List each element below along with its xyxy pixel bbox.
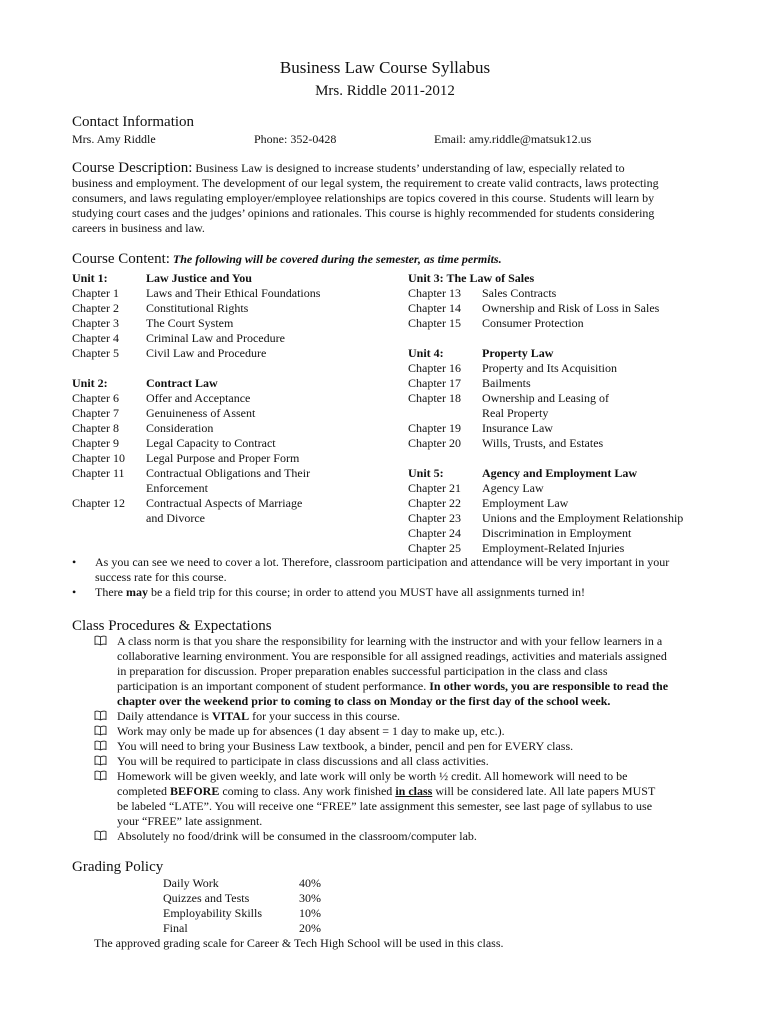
chapter-title: Sales Contracts: [482, 286, 557, 300]
chapter-row: [408, 421, 712, 436]
content-bullet-1: [72, 555, 702, 585]
procedure-1-line-5: chapter over the weekend prior to coming to class on Monday or the first day of the school week.: [117, 694, 611, 708]
chapter-title: Civil Law and Procedure: [146, 346, 267, 360]
procedure-item: [94, 769, 704, 829]
chapter-title: Legal Purpose and Proper Form: [146, 451, 300, 465]
course-description: [72, 161, 702, 236]
chapter-title: Constitutional Rights: [146, 301, 249, 315]
procedure-1-line-1: A class norm is that you share the responsibility for learning with the instructor and with your fellow learners in a: [117, 634, 663, 648]
book-icon: [94, 725, 107, 736]
bullet-icon: •: [72, 585, 77, 599]
chapter-title: [482, 451, 712, 466]
chapter-title: Agency Law: [482, 481, 544, 495]
chapter-title: Offer and Acceptance: [146, 391, 251, 405]
chapter-number: Chapter 12: [72, 496, 125, 510]
chapter-title: Wills, Trusts, and Estates: [482, 436, 604, 450]
bullet-1-line-2: success rate for this course.: [95, 570, 227, 584]
procedure-item: [94, 739, 704, 754]
chapter-title: Ownership and Leasing of: [482, 391, 609, 405]
procedure-item: [94, 754, 704, 769]
chapter-row: [408, 316, 712, 331]
unit-heading-row: [408, 271, 712, 286]
content-right-column: [408, 271, 712, 556]
grade-row: [163, 921, 321, 936]
book-icon: [94, 635, 107, 646]
bullet-1-line-1: As you can see we need to cover a lot. Therefore, classroom participation and attendance will be very important in your: [95, 555, 670, 569]
procedure-6-line-3: be labeled “LATE”. You will receive one “FREE” late assignment this semester, see last page of syllabus to use: [117, 799, 653, 813]
chapter-row: [72, 346, 346, 361]
chapter-number: Chapter 17: [408, 376, 461, 390]
book-icon: [94, 755, 107, 766]
procedure-6-line-2b: BEFORE: [169, 784, 220, 798]
procedure-6-line-2d: in class: [395, 784, 433, 798]
page-subtitle: Mrs. Riddle 2011-2012: [315, 83, 455, 99]
chapter-title: Ownership and Risk of Loss in Sales: [482, 301, 660, 315]
chapter-row: [408, 376, 712, 391]
unit-title: Law Justice and You: [146, 271, 252, 285]
chapter-title: Legal Capacity to Contract: [146, 436, 276, 450]
chapter-title: Consumer Protection: [482, 316, 584, 330]
grade-row: [163, 906, 321, 921]
unit-label: Unit 4:: [408, 346, 444, 360]
procedure-1-line-4b: In other words, you are responsible to read the: [429, 679, 669, 693]
book-icon: [94, 740, 107, 751]
chapter-title: Real Property: [482, 406, 549, 420]
grading-note: The approved grading scale for Career & Tech High School will be used in this class.: [94, 936, 504, 950]
procedure-7-text: Absolutely no food/drink will be consumed in the classroom/computer lab.: [117, 829, 477, 843]
description-line-4: studying court cases and the judges’ opinions and rationales. This course is highly recommended for students considering: [72, 206, 655, 220]
chapter-title: Discrimination in Employment: [482, 526, 632, 540]
grade-percent: 30%: [299, 891, 321, 905]
chapter-row: [72, 301, 346, 316]
chapter-row: [72, 466, 346, 481]
content-note: The following will be covered during the semester, as time permits.: [172, 252, 502, 266]
chapter-row: [408, 541, 712, 556]
chapter-title: [146, 361, 346, 376]
procedure-item: [94, 709, 704, 724]
procedure-2-text-bold: VITAL: [211, 709, 250, 723]
unit-heading-row: [72, 376, 346, 391]
chapter-row: [72, 421, 346, 436]
grade-category: Daily Work: [163, 876, 219, 890]
procedures-heading: Class Procedures & Expectations: [72, 618, 272, 634]
content-heading-row: [72, 252, 502, 267]
chapter-title: The Court System: [146, 316, 234, 330]
chapter-number: [408, 331, 482, 346]
grading-heading: Grading Policy: [72, 859, 164, 875]
chapter-row: [408, 331, 712, 346]
chapter-number: Chapter 14: [408, 301, 461, 315]
procedure-1-line-2: collaborative learning environment. You are responsible for all assigned readings, activities and materials assigned: [117, 649, 667, 663]
chapter-row: [408, 286, 712, 301]
chapter-number: [72, 361, 146, 376]
chapter-row: [72, 331, 346, 346]
chapter-number: Chapter 4: [72, 331, 119, 345]
chapter-title: [482, 331, 712, 346]
procedure-item: [94, 724, 704, 739]
chapter-row: [72, 436, 346, 451]
procedure-4-text: You will need to bring your Business Law textbook, a binder, pencil and pen for EVERY class.: [117, 739, 574, 753]
chapter-row: [408, 481, 712, 496]
chapter-number: Chapter 9: [72, 436, 119, 450]
chapter-number: Chapter 24: [408, 526, 461, 540]
content-heading: Course Content:: [72, 251, 170, 267]
chapter-number: Chapter 8: [72, 421, 119, 435]
chapter-row: [72, 391, 346, 406]
grade-category: Final: [163, 921, 188, 935]
procedure-2-text-b: for your success in this course.: [249, 709, 401, 723]
chapter-row: [72, 496, 346, 511]
chapter-number: Chapter 25: [408, 541, 461, 555]
chapter-number: Chapter 21: [408, 481, 461, 495]
content-bullet-2: [72, 585, 702, 600]
chapter-title: Contractual Obligations and Their: [146, 466, 311, 480]
procedure-6-line-2a: completed: [117, 784, 170, 798]
grade-percent: 40%: [299, 876, 321, 890]
procedure-3-text: Work may only be made up for absences (1 day absent = 1 day to make up, etc.).: [117, 724, 505, 738]
chapter-title: Genuineness of Assent: [146, 406, 256, 420]
chapter-row: [72, 451, 346, 466]
chapter-number: Chapter 10: [72, 451, 125, 465]
description-line-5: careers in business and law.: [72, 221, 205, 235]
procedure-6-line-2c: coming to class. Any work finished: [219, 784, 396, 798]
chapter-row: [72, 286, 346, 301]
chapter-number: [408, 406, 482, 421]
chapter-row: [72, 481, 346, 496]
grade-percent: 20%: [299, 921, 321, 935]
chapter-title: Unions and the Employment Relationship: [482, 511, 684, 525]
chapter-row: [408, 526, 712, 541]
chapter-row: [408, 301, 712, 316]
procedure-5-text: You will be required to participate in class discussions and all class activities.: [117, 754, 489, 768]
chapter-row: [408, 511, 712, 526]
chapter-number: Chapter 7: [72, 406, 119, 420]
chapter-number: Chapter 2: [72, 301, 119, 315]
book-icon: [94, 710, 107, 721]
procedure-6-line-4: your “FREE” late assignment.: [117, 814, 263, 828]
chapter-row: [408, 406, 712, 421]
chapter-number: Chapter 13: [408, 286, 461, 300]
chapter-row: [408, 451, 712, 466]
chapter-row: [408, 436, 712, 451]
bullet-2-text-b: be a field trip for this course; in order to attend you MUST have all assignments turned in!: [147, 585, 585, 599]
chapter-number: Chapter 23: [408, 511, 461, 525]
book-icon: [94, 770, 107, 781]
unit-title: Agency and Employment Law: [482, 466, 638, 480]
grade-row: [163, 891, 321, 906]
description-line-1: Business Law is designed to increase students’ understanding of law, especially related to: [195, 161, 625, 175]
chapter-number: Chapter 16: [408, 361, 461, 375]
chapter-title: Insurance Law: [482, 421, 553, 435]
contact-name: Mrs. Amy Riddle: [72, 132, 156, 146]
chapter-row: [72, 511, 346, 526]
chapter-number: [408, 451, 482, 466]
chapter-number: Chapter 15: [408, 316, 461, 330]
procedure-2-text-a: Daily attendance is: [117, 709, 212, 723]
content-left-column: [72, 271, 346, 526]
contact-phone: Phone: 352-0428: [254, 132, 337, 146]
page-title: Business Law Course Syllabus: [279, 58, 491, 77]
chapter-number: Chapter 3: [72, 316, 119, 330]
grade-percent: 10%: [299, 906, 321, 920]
unit-heading-row: [408, 466, 712, 481]
procedure-1-line-3: in preparation for discussion. Proper preparation enables successful participation in the class and class: [117, 664, 608, 678]
unit-label: Unit 3: The Law of Sales: [408, 271, 535, 285]
chapter-number: Chapter 1: [72, 286, 119, 300]
chapter-row: [72, 316, 346, 331]
chapter-title: Property and Its Acquisition: [482, 361, 617, 375]
chapter-number: Chapter 6: [72, 391, 119, 405]
description-heading: Course Description:: [72, 160, 193, 176]
chapter-title: Criminal Law and Procedure: [146, 331, 285, 345]
chapter-number: Chapter 5: [72, 346, 119, 360]
contact-email: Email: amy.riddle@matsuk12.us: [434, 132, 592, 146]
unit-label: Unit 1:: [72, 271, 108, 285]
description-line-3: consumers, and laws regulating employer/employee relationships are topics covered in this course. Students will learn by: [72, 191, 655, 205]
procedure-item: [94, 634, 704, 709]
chapter-row: [72, 361, 346, 376]
procedure-6-line-2e: will be considered late. All late papers MUST: [432, 784, 656, 798]
chapter-title: Laws and Their Ethical Foundations: [146, 286, 321, 300]
procedure-6-line-1: Homework will be given weekly, and late work will only be worth ½ credit. All homework will need to be: [117, 769, 628, 783]
chapter-row: [72, 406, 346, 421]
chapter-row: [408, 361, 712, 376]
chapter-title: Consideration: [146, 421, 214, 435]
chapter-number: Chapter 20: [408, 436, 461, 450]
chapter-number: Chapter 22: [408, 496, 461, 510]
chapter-title: and Divorce: [146, 511, 205, 525]
chapter-row: [408, 496, 712, 511]
procedure-item: [94, 829, 704, 844]
chapter-number: Chapter 19: [408, 421, 461, 435]
contact-heading: Contact Information: [72, 114, 195, 130]
chapter-title: Enforcement: [146, 481, 208, 495]
chapter-title: Employment Law: [482, 496, 569, 510]
chapter-number: [72, 511, 146, 526]
procedure-1-line-4a: participation is an important component of student performance.: [117, 679, 430, 693]
grading-table: [163, 876, 321, 936]
unit-label: Unit 2:: [72, 376, 108, 390]
unit-title: Property Law: [482, 346, 554, 360]
chapter-title: Bailments: [482, 376, 531, 390]
bullet-2-text-a: There: [95, 585, 126, 599]
grade-row: [163, 876, 321, 891]
grade-category: Quizzes and Tests: [163, 891, 250, 905]
chapter-number: Chapter 18: [408, 391, 461, 405]
book-icon: [94, 830, 107, 841]
unit-heading-row: [72, 271, 346, 286]
chapter-title: Contractual Aspects of Marriage: [146, 496, 303, 510]
chapter-row: [408, 391, 712, 406]
unit-label: Unit 5:: [408, 466, 444, 480]
description-line-2: business and employment. The development of our legal system, the requirement to create valid contracts, laws protecting: [72, 176, 659, 190]
unit-heading-row: [408, 346, 712, 361]
unit-title: Contract Law: [146, 376, 218, 390]
grade-category: Employability Skills: [163, 906, 263, 920]
chapter-number: [72, 481, 146, 496]
chapter-number: Chapter 11: [72, 466, 125, 480]
bullet-icon: •: [72, 555, 77, 569]
bullet-2-text-bold: may: [125, 585, 148, 599]
chapter-title: Employment-Related Injuries: [482, 541, 625, 555]
